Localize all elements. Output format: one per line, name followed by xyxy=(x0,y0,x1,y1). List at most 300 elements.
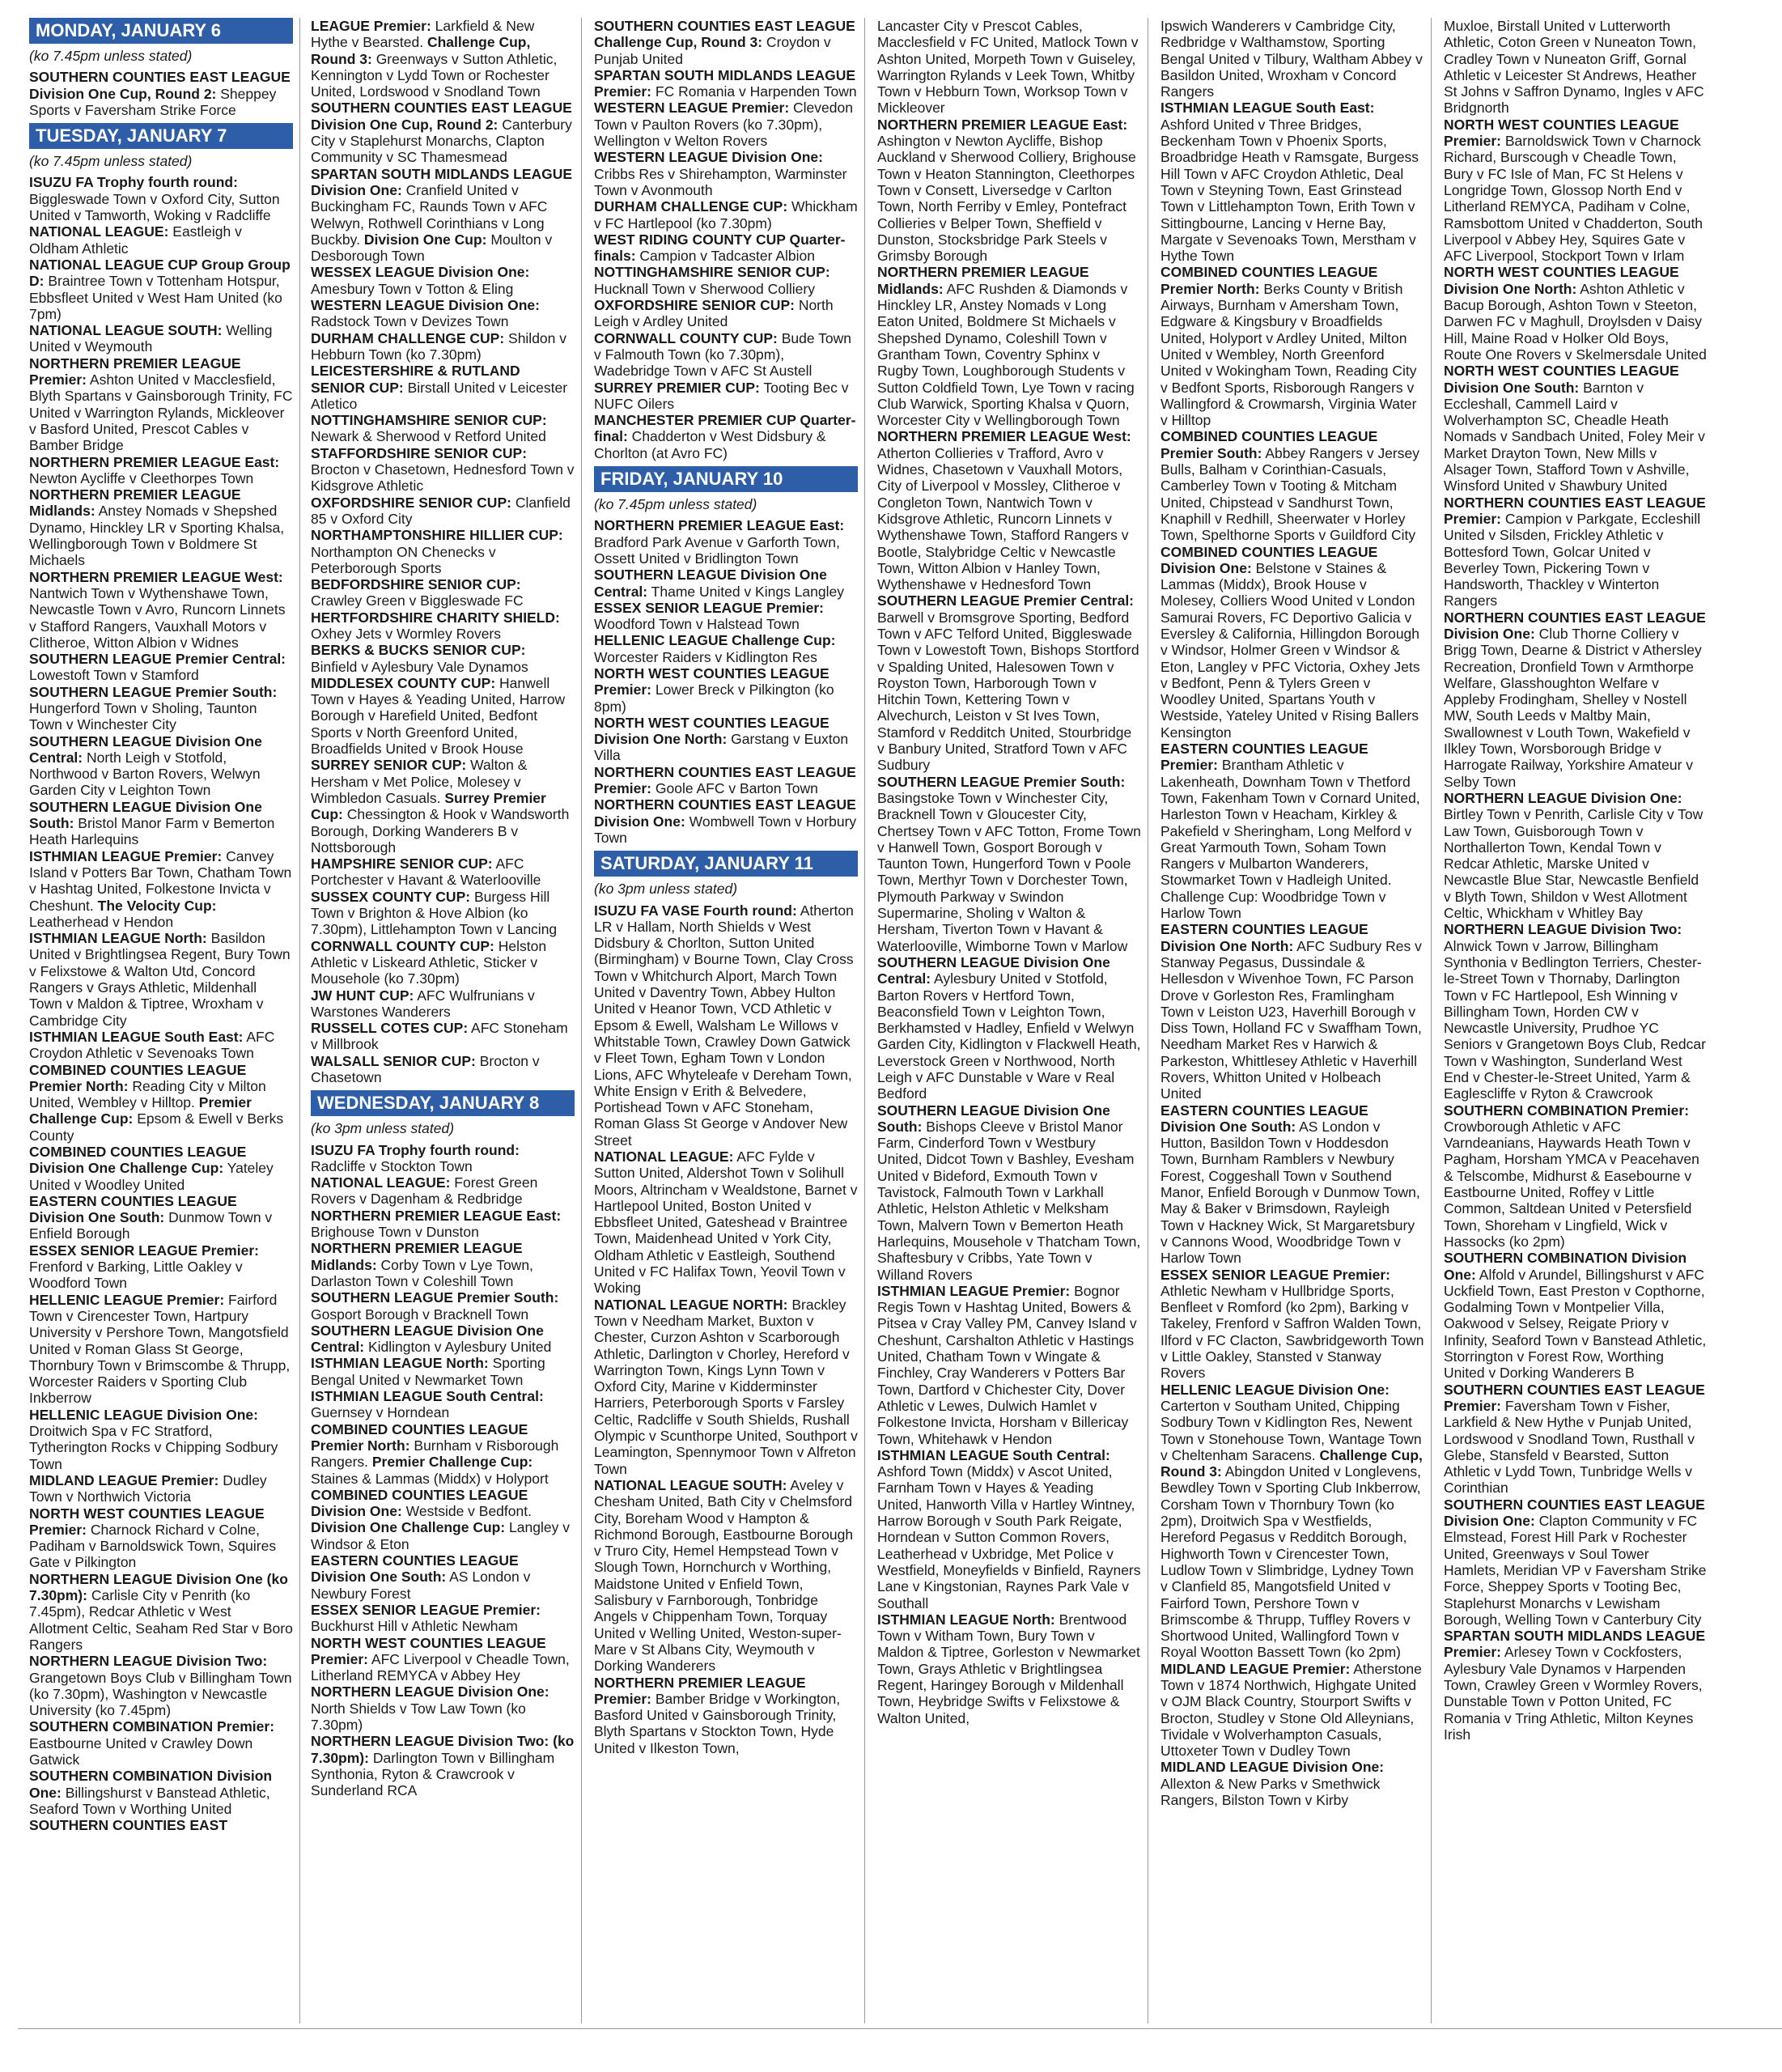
fixture-list: AFC Fylde v Sutton United, Aldershot Town v Solihull Moors, Altrincham v Wealdstone, Barnet v Hartlepool United, Boston United v Ebbsfleet United, Gateshead v Braintree Town, Maidenhead United v York City, Oldham Athletic v Eastleigh, Southend United v FC Halifax Town, Yeovil Town v Woking xyxy=(594,1149,858,1297)
competition-heading: NORTHERN PREMIER LEAGUE Midlands: xyxy=(311,1240,523,1273)
fixture-entry xyxy=(594,1149,858,1297)
fixture-list: AFC Croydon Athletic v Sevenoaks Town xyxy=(29,1028,275,1062)
fixture-entry xyxy=(311,856,575,889)
competition-heading: NORTHERN PREMIER LEAGUE Premier: xyxy=(594,1674,806,1707)
competition-heading: ISUZU FA VASE Fourth round: xyxy=(594,902,797,919)
fixture-entry xyxy=(594,264,858,297)
competition-heading: NATIONAL LEAGUE: xyxy=(594,1149,734,1165)
competition-heading: NATIONAL LEAGUE SOUTH: xyxy=(594,1476,787,1493)
competition-heading: WESTERN LEAGUE Premier: xyxy=(594,100,790,117)
fixture-entry xyxy=(29,1242,293,1292)
fixture-list: Clapton Community v FC Elmstead, Forest Hill Park v Rochester United, Greenways v Soul Tower Hamlets, Meridian VP v Faversham Strike Force, Sheppey Sports v Tooting Bec, Staplehurst Monarchs v Lewisham Borough, Welling Town v Canterbury City xyxy=(1444,1513,1707,1628)
competition-heading: NORTHERN COUNTIES EAST LEAGUE Division One: xyxy=(594,796,856,830)
fixture-list: Alfold v Arundel, Billingshurst v AFC Uckfield Town, East Preston v Copthorne, Godalming Town v Montpelier Villa, Oakwood v Selsey, Reigate Priory v Infinity, Seaford Town v Banstead Athletic, Storrington v Forest Row, Worthing United v Dorking Wanderers B xyxy=(1444,1266,1707,1382)
fixture-list: Campion v Tadcaster Albion xyxy=(635,248,816,265)
fixture-list: Abingdon United v Longlevens, Bewdley Town v Sporting Club Inkberrow, Corsham Town v Thornbury Town (ko 2pm), Droitwich Spa v Westfields, Hereford Pegasus v Redditch Borough, Highworth Town v Cirencester Town, Ludlow Town v Slimbridge, Lydney Town v Clanfield 85, Mangotsfield United v Fairford Town, Pershore Town v Brimscombe & Thrupp, Tuffley Rovers v Shortwood United, Wallingford Town v Royal Wootton Bassett Town (ko 2pm) xyxy=(1160,1463,1421,1661)
competition-heading: SURREY SENIOR CUP: xyxy=(311,757,467,774)
fixture-list: Reading City v Milton United, Wembley v Hilltop. xyxy=(29,1077,266,1111)
fixture-list: Campion v Parkgate, Eccleshill United v Silsden, Frickley Athletic v Bottesford Town, Golcar United v Beverley Town, Pickering Town v Handsworth, Thackley v Winterton Rangers xyxy=(1444,510,1701,609)
fixture-entry xyxy=(311,1208,575,1241)
fixture-list: Ashford United v Three Bridges, Beckenham Town v Phoenix Sports, Broadbridge Heath v Ramsgate, Burgess Hill Town v AFC Croydon Athletic, Deal Town v Steyning Town, East Grinstead Town v Littlehampton Town, Erith Town v Sittingbourne, Lancing v Herne Bay, Margate v Sevenoaks Town, Merstham v Hythe Town xyxy=(1160,116,1419,265)
competition-heading: SOUTHERN LEAGUE Premier South: xyxy=(877,773,1126,790)
fixture-list: Chadderton v West Didsbury & Chorlton (at Avro FC) xyxy=(594,428,826,461)
fixture-list: Abbey Rangers v Jersey Bulls, Balham v Corinthian-Casuals, Camberley Town v Tooting & Mitcham United, Chipstead v Sandhurst Town, Knaphill v Redhill, Sheerwater v Horley Town, Spelthorne Sports v Guildford City xyxy=(1160,444,1419,544)
competition-heading: DURHAM CHALLENGE CUP: xyxy=(311,329,505,346)
competition-heading: WESTERN LEAGUE Division One: xyxy=(594,149,823,166)
competition-heading: NORTHERN LEAGUE Division Two: (ko 7.30pm): xyxy=(311,1733,575,1766)
fixture-list: Bamber Bridge v Workington, Basford United v Gainsborough Trinity, Blyth Spartans v Stockton Town, Hyde United v Ilkeston Town, xyxy=(594,1690,841,1756)
competition-heading: LEICESTERSHIRE & RUTLAND SENIOR CUP: xyxy=(311,363,520,396)
fixture-list: Ipswich Wanderers v Cambridge City, Redbridge v Walthamstow, Sporting Bengal United v Tilbury, Waltham Abbey v Basildon United, Wroxham v Concord Rangers xyxy=(1160,18,1423,100)
competition-heading: ISTHMIAN LEAGUE North: xyxy=(29,930,207,947)
fixture-list: Helston Athletic v Liskeard Athletic, Sticker v Mousehole (ko 7.30pm) xyxy=(311,937,547,987)
competition-heading: SOUTHERN LEAGUE Division One Central: xyxy=(594,567,827,600)
fixture-entry xyxy=(311,100,575,165)
competition-heading: NORTHERN PREMIER LEAGUE Premier: xyxy=(29,355,241,388)
fixture-entry xyxy=(1160,544,1424,741)
fixture-list: Northampton ON Chenecks v Peterborough Sports xyxy=(311,543,496,576)
fixture-entry xyxy=(1444,117,1708,265)
fixture-entry xyxy=(29,799,293,848)
fixture-list: Billingshurst v Banstead Athletic, Seaford Town v Worthing United xyxy=(29,1784,270,1817)
fixture-list: Arlesey Town v Cockfosters, Aylesbury Vale Dynamos v Harpenden Town, Crawley Green v Wormley Rovers, Dunstable Town v Potton United, FC Romania v Tring Athletic, Milton Keynes Irish xyxy=(1444,1644,1703,1743)
fixture-entry xyxy=(311,166,575,265)
fixture-list: Brighouse Town v Dunston xyxy=(311,1224,479,1241)
competition-heading: NORTHAMPTONSHIRE HILLIER CUP: xyxy=(311,527,563,544)
fixture-list: Buckhurst Hill v Athletic Newham xyxy=(311,1618,518,1635)
fixture-entry xyxy=(1444,495,1708,609)
fixture-list: Radcliffe v Stockton Town xyxy=(311,1157,473,1174)
fixture-entry xyxy=(1444,1250,1708,1381)
competition-heading: HELLENIC LEAGUE Division One: xyxy=(29,1406,258,1423)
fixture-list: Amesbury Town v Totton & Eling xyxy=(311,280,514,297)
competition-heading: NORTH WEST COUNTIES LEAGUE Division One North: xyxy=(594,714,829,748)
competition-heading: SOUTHERN COUNTIES EAST xyxy=(29,1817,228,1834)
competition-heading: NORTHERN COUNTIES EAST LEAGUE Premier: xyxy=(1444,494,1706,527)
fixture-entry xyxy=(311,1355,575,1388)
fixture-entry xyxy=(594,198,858,231)
competition-heading: NORTHERN COUNTIES EAST LEAGUE Premier: xyxy=(594,763,856,797)
fixture-list: Clevedon Town v Paulton Rovers (ko 7.30pm), Wellington v Welton Rovers xyxy=(594,100,853,150)
fixture-list: Walton & Hersham v Met Police, Molesey v Wimbledon Casuals. xyxy=(311,757,528,806)
competition-heading: SOUTHERN LEAGUE Premier Central: xyxy=(29,651,286,668)
competition-heading: NORTHERN PREMIER LEAGUE West: xyxy=(877,428,1131,445)
fixture-list: Eastleigh v Oldham Athletic xyxy=(29,223,242,257)
fixture-entry xyxy=(877,428,1141,592)
fixture-entry xyxy=(877,117,1141,265)
fixture-entry xyxy=(311,1733,575,1798)
fixture-list: FC Romania v Harpenden Town xyxy=(651,83,857,100)
fixture-list: Langley v Windsor & Eton xyxy=(311,1519,570,1552)
competition-heading: Challenge Cup, Round 3: xyxy=(1160,1446,1423,1480)
competition-heading: NORTHERN PREMIER LEAGUE East: xyxy=(877,116,1128,133)
fixture-list: Alnwick Town v Jarrow, Billingham Synthonia v Bedlington Terriers, Chester-le-Street Town v Thornaby, Darlington Town v FC Hartlepool, Esh Winning v Billingham Town, Horden CW v Newcastle University, Prudhoe YC Seniors v Grangetown Boys Club, Redcar Town v Washington, Sunderland West End v Chester-le-Street United, Yarm & Eaglescliffe v Ryton & Crawcrook xyxy=(1444,937,1706,1102)
competition-heading: Surrey Premier Cup: xyxy=(311,789,546,823)
fixture-entry xyxy=(29,651,293,684)
competition-heading: OXFORDSHIRE SENIOR CUP: xyxy=(311,494,511,511)
fixture-list: Goole AFC v Barton Town xyxy=(651,780,818,797)
fixture-list: Epsom & Ewell v Berks County xyxy=(29,1110,284,1144)
fixture-entry xyxy=(311,1602,575,1635)
fixture-entry xyxy=(29,1407,293,1472)
fixture-list: Bishops Cleeve v Bristol Manor Farm, Cinderford Town v Westbury United, Didcot Town v Bashley, Evesham United v Bideford, Exmouth Town v Tavistock, Falmouth Town v Larkhall Athletic, Helston Athletic v Melksham Town, Malvern Town v Bemerton Heath Harlequins, Mousehole v Thatcham Town, Shaftesbury v Cribbs, Yate Town v Willand Rovers xyxy=(877,1118,1141,1283)
competition-heading: ISTHMIAN LEAGUE South Central: xyxy=(877,1446,1110,1463)
fixture-list: Bude Town v Falmouth Town (ko 7.30pm), Wadebridge Town v AFC St Austell xyxy=(594,329,851,380)
column-6 xyxy=(1444,18,1708,2041)
competition-heading: SOUTHERN LEAGUE Division One Central: xyxy=(311,1322,544,1356)
fixture-list: Ashington v Newton Aycliffe, Bishop Auckland v Sherwood Colliery, Brighouse Town v Heaton Stannington, Cleethorpes Town v Consett, Liversedge v Carlton Town, North Ferriby v Emley, Pontefract Collieries v Belper Town, Sheffield v Dunston, Stocksbridge Park Steels v Grimsby Borough xyxy=(877,133,1136,265)
fixture-entry xyxy=(311,1020,575,1053)
competition-heading: NORTHERN PREMIER LEAGUE Midlands: xyxy=(877,264,1089,297)
fixture-list: Yateley United v Woodley United xyxy=(29,1160,274,1193)
fixture-list: Darlington Town v Billingham Synthonia, Ryton & Crawcrook v Sunderland RCA xyxy=(311,1749,555,1799)
fixture-list: Cranfield United v Buckingham FC, Raunds Town v AFC Welwyn, Rothwell Corinthians v Long Buckby. xyxy=(311,181,548,248)
fixture-entry xyxy=(311,757,575,856)
competition-heading: SOUTHERN COUNTIES EAST LEAGUE Division One Cup, Round 2: xyxy=(29,69,291,102)
competition-heading: ISTHMIAN LEAGUE North: xyxy=(877,1611,1055,1628)
fixture-entry xyxy=(594,1297,858,1477)
fixture-entry xyxy=(311,445,575,495)
fixture-list: Dunmow Town v Enfield Borough xyxy=(29,1209,273,1242)
fixture-entry xyxy=(1160,264,1424,428)
fixture-list: Gosport Borough v Bracknell Town xyxy=(311,1306,529,1323)
fixture-entry xyxy=(594,297,858,330)
fixture-list: Shildon v Hebburn Town (ko 7.30pm) xyxy=(311,329,567,363)
fixture-list: Barwell v Bromsgrove Sporting, Bedford Town v AFC Telford United, Biggleswade Town v Lowestoft Town, Bishops Stortford v Spalding United, Halesowen Town v Royston Town, Harborough Town v Hitchin Town, Kettering Town v Alvechurch, Leiston v St Ives Town, Stamford v Redditch United, Stourbridge v Banbury United, Stratford Town v AFC Sudbury xyxy=(877,609,1139,774)
fixture-entry xyxy=(29,322,293,355)
fixture-list: Brocton v Chasetown, Hednesford Town v Kidsgrove Athletic xyxy=(311,461,575,495)
competition-heading: ESSEX SENIOR LEAGUE Premier: xyxy=(1160,1266,1390,1283)
competition-heading: EASTERN COUNTIES LEAGUE Division One North: xyxy=(1160,921,1368,954)
fixture-list: Braintree Town v Tottenham Hotspur, Ebbsfleet United v West Ham United (ko 7pm) xyxy=(29,273,282,322)
day-heading: TUESDAY, JANUARY 7 xyxy=(29,123,293,149)
fixture-entry xyxy=(877,1611,1141,1726)
fixture-entry xyxy=(594,764,858,797)
fixture-entry xyxy=(594,380,858,413)
column-divider xyxy=(299,18,300,2023)
fixture-list: Sheppey Sports v Faversham Strike Force xyxy=(29,85,277,118)
fixture-list: Bristol Manor Farm v Bemerton Heath Harlequins xyxy=(29,815,275,848)
competition-heading: EASTERN COUNTIES LEAGUE Premier: xyxy=(1160,741,1368,774)
competition-heading: NORTH WEST COUNTIES LEAGUE Division One North: xyxy=(1444,264,1679,297)
fixture-entry xyxy=(594,1675,858,1756)
fixture-entry xyxy=(594,149,858,198)
competition-heading: NATIONAL LEAGUE: xyxy=(29,223,169,240)
fixture-entry xyxy=(594,796,858,846)
competition-heading: ISUZU FA Trophy fourth round: xyxy=(311,1141,520,1158)
competition-heading: SOUTHERN COUNTIES EAST LEAGUE Challenge Cup, Round 3: xyxy=(594,18,855,51)
column-3 xyxy=(594,18,858,2041)
fixture-list: Welling United v Weymouth xyxy=(29,322,273,355)
fixture-list: Fairford Town v Cirencester Town, Hartpury University v Pershore Town, Mangotsfield United v Roman Glass St George, Thornbury Town v Brimscombe & Thrupp, Worcester Raiders v Sporting Club Inkberrow xyxy=(29,1291,291,1407)
kickoff-note: (ko 7.45pm unless stated) xyxy=(594,496,757,513)
fixture-entry xyxy=(1160,1382,1424,1661)
fixture-entry xyxy=(594,330,858,380)
fixture-entry xyxy=(311,1684,575,1733)
fixture-list: Lower Breck v Pilkington (ko 8pm) xyxy=(594,681,834,715)
competition-heading: NORTHERN LEAGUE Division One: xyxy=(311,1684,549,1700)
competition-heading: ESSEX SENIOR LEAGUE Premier: xyxy=(311,1601,541,1618)
competition-heading: HELLENIC LEAGUE Challenge Cup: xyxy=(594,632,836,649)
fixture-entry xyxy=(311,609,575,643)
fixture-entry xyxy=(311,938,575,987)
competition-heading: NATIONAL LEAGUE CUP Group Group D: xyxy=(29,256,291,290)
competition-heading: CORNWALL COUNTY CUP: xyxy=(311,937,494,954)
competition-heading: BEDFORDSHIRE SENIOR CUP: xyxy=(311,576,521,593)
fixture-entry xyxy=(311,495,575,528)
fixture-list: Staines & Lammas (Middx) v Holyport xyxy=(311,1470,549,1487)
fixture-entry xyxy=(594,100,858,149)
day-heading: SATURDAY, JANUARY 11 xyxy=(594,851,858,877)
day-heading: WEDNESDAY, JANUARY 8 xyxy=(311,1090,575,1116)
fixture-list: Oxhey Jets v Wormley Rovers xyxy=(311,625,502,642)
fixture-list: AS London v Hutton, Basildon Town v Hoddesdon Town, Burnham Ramblers v Newbury Forest, Coggeshall Town v Southend Manor, Enfield Borough v Dunmow Town, May & Baker v Brimsdown, Rayleigh Town v Hackney Wick, St Margaretsbury v Cannons Wood, Woodbridge Town v Harlow Town xyxy=(1160,1118,1420,1267)
fixture-entry xyxy=(29,69,293,118)
competition-heading: SURREY PREMIER CUP: xyxy=(594,379,760,396)
competition-heading: Premier Challenge Cup: xyxy=(371,1454,533,1471)
fixture-list: Canvey Island v Potters Bar Town, Chatham Town v Hashtag United, Folkestone Invicta v Cheshunt. xyxy=(29,847,292,914)
competition-heading: ISTHMIAN LEAGUE Premier: xyxy=(877,1282,1071,1299)
fixture-list: AFC Sudbury Res v Stanway Pegasus, Dussindale & Hellesdon v Wivenhoe Town, FC Parson Drove v Gorleston Res, Framlingham Town v Leiston U23, Haverhill Borough v Diss Town, Holland FC v Swaffham Town, Needham Market Res v Harwich & Parkeston, Whittlesey Athletic v Haverhill Rovers, Whitton United v Holbeach United xyxy=(1160,937,1422,1102)
competition-heading: SOUTHERN COMBINATION Division One: xyxy=(1444,1250,1687,1283)
fixture-entry xyxy=(1444,264,1708,363)
competition-heading: SUSSEX COUNTY CUP: xyxy=(311,888,471,905)
competition-heading: SOUTHERN LEAGUE Division One Central: xyxy=(29,732,262,766)
fixture-list: Forest Green Rovers v Dagenham & Redbridge xyxy=(311,1174,538,1208)
competition-heading: Premier Challenge Cup: xyxy=(29,1094,252,1127)
competition-heading: SOUTHERN COUNTIES EAST LEAGUE Premier: xyxy=(1444,1381,1705,1414)
competition-heading: NATIONAL LEAGUE NORTH: xyxy=(594,1296,788,1313)
fixture-entry xyxy=(311,675,575,757)
fixture-list: Bognor Regis Town v Hashtag United, Bowers & Pitsea v Cray Valley PM, Canvey Island v Cheshunt, Carshalton Athletic v Hastings United, Chatham Town v Wingate & Finchley, Cray Wanderers v Potters Bar Town, Dartford v Chichester City, Dover Athletic v Lewes, Dulwich Hamlet v Folkestone Invicta, Horsham v Billericay Town, Whitehawk v Hendon xyxy=(877,1282,1137,1447)
fixture-entry xyxy=(311,1289,575,1323)
fixture-list: Tooting Bec v NUFC Oilers xyxy=(594,379,849,412)
fixture-entry xyxy=(29,930,293,1029)
fixture-entry xyxy=(877,264,1141,428)
page-bottom-rule xyxy=(18,2028,1782,2029)
fixture-list: Anstey Nomads v Shepshed Dynamo, Hinckley LR v Sporting Khalsa, Wellingborough Town v Boldmere St Michaels xyxy=(29,503,285,569)
fixture-entry xyxy=(1160,741,1424,921)
fixture-entry xyxy=(311,412,575,445)
competition-heading: DURHAM CHALLENGE CUP: xyxy=(594,198,788,215)
fixture-list: Eastbourne United v Crawley Down Gatwick xyxy=(29,1734,253,1768)
column-divider xyxy=(864,18,865,2023)
fixture-entry xyxy=(594,567,858,600)
fixture-entry xyxy=(1444,363,1708,494)
fixture-list: AFC Portchester v Havant & Waterlooville xyxy=(311,856,541,889)
competition-heading: Division One Challenge Cup: xyxy=(311,1519,506,1536)
competition-heading: SOUTHERN COMBINATION Premier: xyxy=(29,1718,275,1735)
fixture-list: Larkfield & New Hythe v Bearsted. xyxy=(311,18,535,51)
competition-heading: SOUTHERN LEAGUE Division One South: xyxy=(29,798,262,832)
fixture-entry xyxy=(594,902,858,1149)
fixture-list: Basingstoke Town v Winchester City, Bracknell Town v Gloucester City, Chertsey Town v AFC Totton, Frome Town v Hanwell Town, Gosport Borough v Taunton Town, Hungerford Town v Poole Town, Merthyr Town v Dorchester Town, Plymouth Parkway v Swindon Supermarine, Sholing v Walton & Hersham, Tiverton Town v Havant & Waterlooville, Wimborne Town v Marlow xyxy=(877,789,1141,954)
fixture-entry xyxy=(311,1053,575,1086)
fixture-list: Ashford Town (Middx) v Ascot United, Farnham Town v Hayes & Yeading United, Hanworth Villa v Hartley Wintney, Harrow Borough v South Park Reigate, Horndean v Sutton Common Rovers, Leatherhead v Uxbridge, Met Police v Westfield, Moneyfields v Binfield, Rayners Lane v Kingstonian, Raynes Park Vale v Southall xyxy=(877,1463,1141,1611)
competition-heading: ISTHMIAN LEAGUE South East: xyxy=(1160,100,1375,117)
fixture-entry xyxy=(311,642,575,675)
fixture-entry xyxy=(311,264,575,297)
kickoff-note: (ko 3pm unless stated) xyxy=(311,1120,455,1137)
competition-heading: SOUTHERN LEAGUE Premier South: xyxy=(311,1289,559,1306)
fixture-list: Lowestoft Town v Stamford xyxy=(29,667,199,684)
competition-heading: ISUZU FA Trophy fourth round: xyxy=(29,174,238,191)
fixture-list: AS London v Newbury Forest xyxy=(311,1569,531,1602)
competition-heading: MANCHESTER PREMIER CUP Quarter-final: xyxy=(594,412,856,445)
competition-heading: SOUTHERN LEAGUE Premier South: xyxy=(29,683,278,700)
fixture-entry xyxy=(29,1144,293,1193)
competition-heading: WALSALL SENIOR CUP: xyxy=(311,1052,476,1069)
fixture-list: Barnton v Eccleshall, Cammell Laird v Wolverhampton SC, Cheadle Heath Nomads v Sandbach United, Foley Meir v Market Drayton Town, New Mills v Alsager Town, Stafford Town v Ashville, Winsford United v Shawbury United xyxy=(1444,379,1705,495)
competition-heading: ESSEX SENIOR LEAGUE Premier: xyxy=(594,599,824,616)
competition-heading: MIDLAND LEAGUE Premier: xyxy=(1160,1660,1351,1677)
competition-heading: HAMPSHIRE SENIOR CUP: xyxy=(311,856,493,873)
fixture-list: Brocton v Chasetown xyxy=(311,1052,540,1085)
competition-heading: COMBINED COUNTIES LEAGUE Premier South: xyxy=(1160,428,1378,461)
fixture-entry xyxy=(29,1817,293,1833)
fixture-entry xyxy=(311,363,575,412)
fixture-entry xyxy=(29,1472,293,1505)
fixture-entry xyxy=(1160,1661,1424,1760)
fixture-entry xyxy=(311,1323,575,1356)
fixture-entry xyxy=(594,1477,858,1675)
fixture-entry xyxy=(29,486,293,568)
fixture-entry xyxy=(594,600,858,633)
fixture-list: Faversham Town v Fisher, Larkfield & New Hythe v Punjab United, Lordswood v Snodland Town, Rusthall v Glebe, Stansfeld v Bearsted, Sutton Athletic v Lydd Town, Tunbridge Wells v Corinthian xyxy=(1444,1397,1695,1497)
competition-heading: MIDLAND LEAGUE Premier: xyxy=(29,1471,219,1488)
fixture-entry xyxy=(311,330,575,363)
fixture-entry xyxy=(1160,1267,1424,1382)
competition-heading: SOUTHERN COMBINATION Premier: xyxy=(1444,1102,1690,1119)
fixture-list: Hanwell Town v Hayes & Yeading United, Harrow Borough v Harefield United, Bedfont Sports v North Greenford United, Broadfields United v Brook House xyxy=(311,674,566,758)
competition-heading: ISTHMIAN LEAGUE North: xyxy=(311,1355,489,1372)
fixture-entry xyxy=(311,1142,575,1175)
fixture-list: Wombwell Town v Horbury Town xyxy=(594,813,857,846)
competition-heading: SOUTHERN LEAGUE Division One South: xyxy=(877,1102,1110,1135)
fixture-list: Lancaster City v Prescot Cables, Macclesfield v FC United, Matlock Town v Ashton United, Morpeth Town v Guiseley, Warrington Rylands v Leek Town, Whitby Town v Hebburn Town, Worksop Town v Mickleover xyxy=(877,18,1139,117)
fixture-list: Corby Town v Lye Town, Darlaston Town v Coleshill Town xyxy=(311,1256,533,1289)
competition-heading: ISTHMIAN LEAGUE South Central: xyxy=(311,1388,544,1405)
competition-heading: ESSEX SENIOR LEAGUE Premier: xyxy=(29,1242,259,1259)
fixture-list: Garstang v Euxton Villa xyxy=(594,731,849,764)
fixture-entry xyxy=(594,412,858,461)
fixture-list: North Leigh v Ardley United xyxy=(594,297,834,330)
competition-heading: CORNWALL COUNTY CUP: xyxy=(594,329,778,346)
fixture-entry xyxy=(1160,18,1424,100)
competition-heading: NORTHERN PREMIER LEAGUE East: xyxy=(29,453,280,470)
fixture-list: Barnoldswick Town v Charnock Richard, Burscough v Cheadle Town, Bury v FC Isle of Man, FC St Helens v Longridge Town, Glossop North End v Litherland REMYCA, Padiham v Colne, Ramsbottom United v Chadderton, South Liverpool v Abbey Hey, Squires Gate v AFC Liverpool, Stockport Town v Irlam xyxy=(1444,133,1704,265)
fixture-entry xyxy=(29,1062,293,1144)
competition-heading: HELLENIC LEAGUE Premier: xyxy=(29,1291,225,1308)
fixture-list: Dudley Town v Northwich Victoria xyxy=(29,1471,267,1505)
fixture-list: Grangetown Boys Club v Billingham Town (ko 7.30pm), Washington v Newcastle University (ko 7.45pm) xyxy=(29,1669,292,1719)
fixture-list: Brentwood Town v Witham Town, Bury Town v Maldon & Tiptree, Gorleston v Newmarket Town, Grays Athletic v Brightlingsea Regent, Haringey Borough v Mildenhall Town, Heybridge Swifts v Felixstowe & Walton United, xyxy=(877,1611,1140,1726)
competition-heading: ISTHMIAN LEAGUE South East: xyxy=(29,1028,244,1045)
fixture-entry xyxy=(594,715,858,764)
fixture-list: Basildon United v Brightlingsea Regent, Bury Town v Felixstowe & Walton Utd, Concord Rangers v Grays Athletic, Mildenhall Town v Maldon & Tiptree, Wroxham v Cambridge City xyxy=(29,930,291,1029)
fixture-list: Bradford Park Avenue v Garforth Town, Ossett United v Bridlington Town xyxy=(594,533,840,567)
fixture-list: Greenways v Sutton Athletic, Kennington v Lydd Town or Rochester United, Lordswood v Snodland Town xyxy=(311,50,558,100)
fixture-entry xyxy=(311,1388,575,1421)
competition-heading: WESSEX LEAGUE Division One: xyxy=(311,264,530,281)
fixture-list: Club Thorne Colliery v Brigg Town, Dearne & District v Athersley Recreation, Dronfield Town v Armthorpe Welfare, Glasshoughton Welfare v Appleby Frodingham, Shelley v Nostell MW, South Leeds v Maltby Main, Swallownest v Louth Town, Wakefield v Ilkley Town, Worsborough Bridge v Harrogate Railway, Yorkshire Amateur v Selby Town xyxy=(1444,625,1702,790)
fixture-entry xyxy=(29,733,293,799)
competition-heading: COMBINED COUNTIES LEAGUE Division One: xyxy=(1160,543,1378,576)
competition-heading: MIDLAND LEAGUE Division One: xyxy=(1160,1759,1385,1776)
fixture-list: Muxloe, Birstall United v Lutterworth Athletic, Coton Green v Nuneaton Town, Cradley Town v Nuneaton Griff, Gornal Athletic v Leicester St Andrews, Heather St Johns v Saffron Dynamo, Ingles v AFC Bridgnorth xyxy=(1444,18,1704,117)
fixture-entry xyxy=(1160,921,1424,1102)
fixture-list: Chessington & Hook v Wandsworth Borough, Dorking Wanderers B v Nottsborough xyxy=(311,806,570,856)
competition-heading: NORTH WEST COUNTIES LEAGUE Premier: xyxy=(29,1505,265,1538)
fixture-entry xyxy=(877,18,1141,117)
competition-heading: NORTHERN PREMIER LEAGUE East: xyxy=(311,1207,562,1224)
fixture-list: Burnham v Risborough Rangers. xyxy=(311,1437,559,1471)
fixture-list: Westside v Bedfont. xyxy=(401,1503,532,1520)
competition-heading: COMBINED COUNTIES LEAGUE Premier North: xyxy=(29,1061,247,1094)
competition-heading: RUSSELL COTES CUP: xyxy=(311,1020,469,1037)
fixture-entry xyxy=(877,954,1141,1102)
fixture-list: Belstone v Staines & Lammas (Middx), Brook House v Molesey, Colliers Wood United v London Samurai Rovers, FC Deportivo Galicia v Eversley & California, Hillingdon Borough v Windsor, Holmer Green v Windsor & Eton, Langley v PFC Victoria, Oxhey Jets v Bedfont, Penn & Tylers Green v Woodley United, Spartans Youth v Westside, Yateley United v Rising Ballers Kensington xyxy=(1160,559,1420,741)
fixture-entry xyxy=(311,987,575,1021)
fixture-entry xyxy=(1444,18,1708,117)
competition-heading: NORTH WEST COUNTIES LEAGUE Premier: xyxy=(1444,116,1679,150)
fixture-entry xyxy=(29,223,293,257)
fixture-entry xyxy=(877,1283,1141,1447)
fixture-list: Nantwich Town v Wythenshawe Town, Newcastle Town v Avro, Runcorn Linnets v Stafford Rangers, Vauxhall Motors v Clitheroe, Witton Albion v Widnes xyxy=(29,584,286,651)
day-heading: FRIDAY, JANUARY 10 xyxy=(594,466,858,492)
fixture-list: North Leigh v Stotfold, Northwood v Barton Rovers, Welwyn Garden City v Leighton Town xyxy=(29,749,261,799)
competition-heading: The Velocity Cup: xyxy=(97,897,217,914)
fixture-entry xyxy=(29,1193,293,1242)
kickoff-note: (ko 3pm unless stated) xyxy=(594,881,738,898)
competition-heading: NOTTINGHAMSHIRE SENIOR CUP: xyxy=(311,412,547,429)
fixture-list: AFC Stoneham v Millbrook xyxy=(311,1020,568,1053)
fixture-list: Canterbury City v Staplehurst Monarchs, Clapton Community v SC Thamesmead xyxy=(311,116,572,166)
fixture-list: Carlisle City v Penrith (ko 7.45pm), Redcar Athletic v West Allotment Celtic, Seaham Red Star v Boro Rangers xyxy=(29,1587,293,1653)
fixture-list: Thame United v Kings Langley xyxy=(647,583,844,600)
fixture-entry xyxy=(29,569,293,651)
competition-heading: NATIONAL LEAGUE SOUTH: xyxy=(29,322,223,339)
fixture-list: Atherstone Town v 1874 Northwich, Highgate United v OJM Black Country, Stourport Swifts v Brocton, Studley v Stone Old Alleynians, Tividale v Wolverhampton Casuals, Uttoxeter Town v Dudley Town xyxy=(1160,1660,1422,1760)
competition-heading: MIDDLESEX COUNTY CUP: xyxy=(311,674,496,691)
fixture-entry xyxy=(877,592,1141,773)
fixture-list: Croydon v Punjab United xyxy=(594,34,831,67)
fixture-list: Leatherhead v Hendon xyxy=(29,913,174,930)
fixture-list: Atherton LR v Hallam, North Shields v West Didsbury & Chorlton, Sutton United (Birmingham) v Bourne Town, Clay Cross Town v Whitchurch Alport, March Town United v Daventry Town, Abbey Hulton United v Heanor Town, VCD Athletic v Epsom & Ewell, Walsham Le Willows v Whitstable Town, Crawley Down Gatwick v Fleet Town, Egham Town v London Lions, AFC Whyteleafe v Dereham Town, White Ensign v Erith & Belvedere, Portishead Town v AFC Stoneham, Roman Glass St George v Andover New Street xyxy=(594,902,854,1149)
day-heading: MONDAY, JANUARY 6 xyxy=(29,18,293,44)
column-divider xyxy=(581,18,582,2023)
fixture-entry xyxy=(877,1447,1141,1611)
competition-heading: NORTHERN COUNTIES EAST LEAGUE Division One: xyxy=(1444,609,1706,642)
column-4 xyxy=(877,18,1141,2041)
fixture-list: Crowborough Athletic v AFC Varndeanians, Haywards Heath Town v Pagham, Horsham YMCA v Peacehaven & Telscombe, Midhurst & Easebourne v Eastbourne United, Roffey v Little Common, Saltdean United v Petersfield Town, Shoreham v Lingfield, Wick v Hassocks (ko 2pm) xyxy=(1444,1118,1699,1250)
fixture-entry xyxy=(29,1653,293,1718)
competition-heading: NORTHERN PREMIER LEAGUE West: xyxy=(29,568,283,585)
fixture-entry xyxy=(594,67,858,100)
competition-heading: NORTH WEST COUNTIES LEAGUE Division One South: xyxy=(1444,363,1679,396)
fixture-list: Biggleswade Town v Oxford City, Sutton United v Tamworth, Woking v Radcliffe xyxy=(29,190,280,224)
competition-heading: COMBINED COUNTIES LEAGUE Division One: xyxy=(311,1486,528,1520)
competition-heading: HELLENIC LEAGUE Division One: xyxy=(1160,1381,1390,1398)
fixture-entry xyxy=(311,1174,575,1208)
kickoff-note: (ko 7.45pm unless stated) xyxy=(29,153,193,170)
fixture-list: Clanfield 85 v Oxford City xyxy=(311,494,571,527)
fixture-list: Kidlington v Aylesbury United xyxy=(364,1339,552,1356)
fixture-entry xyxy=(1444,1102,1708,1250)
fixture-entry xyxy=(1160,428,1424,543)
fixture-entry xyxy=(1444,609,1708,790)
fixture-entry xyxy=(1444,1382,1708,1497)
